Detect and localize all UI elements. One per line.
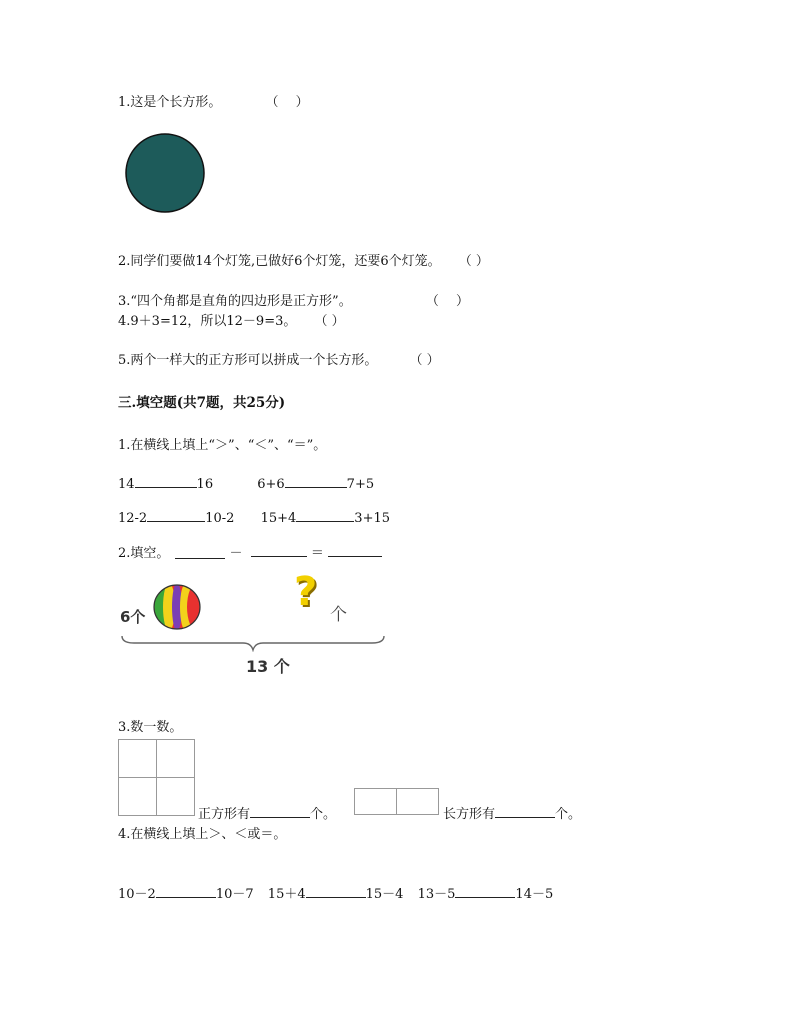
answer-blank[interactable] xyxy=(285,474,347,488)
answer-blank[interactable] xyxy=(306,884,366,898)
fill-3-prompt: 3.数一数。 xyxy=(118,720,183,735)
expression: 7+5 xyxy=(346,477,375,492)
answer-blank[interactable] xyxy=(147,508,205,522)
answer-blank[interactable] xyxy=(135,474,197,488)
question-2 xyxy=(118,253,489,271)
answer-blank[interactable] xyxy=(175,545,225,559)
answer-parentheses: （ ） xyxy=(458,254,489,269)
expression: 10-2 xyxy=(205,511,235,526)
question-mark-icon: ? xyxy=(294,569,318,615)
expression: 10－7 xyxy=(215,887,254,902)
expression: 16 xyxy=(196,477,214,492)
fill-4-row xyxy=(118,884,553,904)
fill-3-row xyxy=(198,804,336,824)
expression: 13－5 xyxy=(417,887,456,902)
equals-sign: ＝ xyxy=(310,546,324,561)
answer-parentheses: （ ） xyxy=(265,95,309,110)
unit-label: 个。 xyxy=(310,807,337,822)
minus-sign: － xyxy=(229,546,243,561)
unit-label: 个。 xyxy=(555,807,582,822)
answer-blank[interactable] xyxy=(156,884,216,898)
expression: 14 xyxy=(118,477,135,492)
expression: 12-2 xyxy=(118,511,148,526)
question-3-text: 3.“四个角都是直角的四边形是正方形”。 xyxy=(118,294,352,309)
teal-circle xyxy=(124,132,206,214)
question-3 xyxy=(118,293,469,311)
expression: 15－4 xyxy=(365,887,404,902)
expression: 14－5 xyxy=(515,887,554,902)
answer-blank[interactable] xyxy=(495,804,555,818)
square-grid-figure xyxy=(118,739,196,817)
answer-parentheses: （ ） xyxy=(314,314,345,329)
expression: 10－2 xyxy=(118,887,156,902)
beach-ball-icon xyxy=(152,583,202,631)
answer-parentheses: （ ） xyxy=(425,294,469,309)
question-4 xyxy=(118,313,345,331)
fill-2-prompt-row xyxy=(118,543,382,563)
square-count-label: 正方形有 xyxy=(198,807,251,822)
answer-blank[interactable] xyxy=(328,543,382,557)
fill-2-prompt: 2.填空。 xyxy=(118,546,170,561)
question-1-text: 1.这是个长方形。 xyxy=(118,95,222,110)
question-5-text: 5.两个一样大的正方形可以拼成一个长方形。 xyxy=(118,353,378,368)
question-5 xyxy=(118,352,440,370)
count-left-label: 6个 xyxy=(120,608,146,626)
rectangle-count-label: 长方形有 xyxy=(443,807,496,822)
fill-4-prompt: 4.在横线上填上＞、＜或＝。 xyxy=(118,827,287,842)
answer-blank[interactable] xyxy=(455,884,515,898)
expression: 15＋4 xyxy=(267,887,306,902)
curly-brace xyxy=(120,634,386,652)
fill-1-prompt: 1.在横线上填上“＞”、“＜”、“＝”。 xyxy=(118,438,327,453)
answer-blank[interactable] xyxy=(296,508,354,522)
expression: 15+4 xyxy=(260,511,297,526)
answer-blank[interactable] xyxy=(251,543,307,557)
section-heading: 三.填空题(共7题，共25分) xyxy=(118,395,286,411)
fill-3-row-rect xyxy=(443,804,581,824)
answer-parentheses: （ ） xyxy=(409,353,440,368)
question-4-text: 4.9＋3=12，所以12－9=3。 xyxy=(118,314,297,329)
total-label: 13 个 xyxy=(246,657,290,676)
answer-blank[interactable] xyxy=(250,804,310,818)
fill-1-row-1 xyxy=(118,474,374,494)
count-unit-label: 个 xyxy=(330,605,347,625)
question-1 xyxy=(118,94,309,112)
question-2-text: 2.同学们要做14个灯笼,已做好6个灯笼，还要6个灯笼。 xyxy=(118,254,441,269)
expression: 3+15 xyxy=(354,511,391,526)
expression: 6+6 xyxy=(257,477,285,492)
rectangle-figure xyxy=(354,788,440,816)
fill-1-row-2 xyxy=(118,508,390,528)
